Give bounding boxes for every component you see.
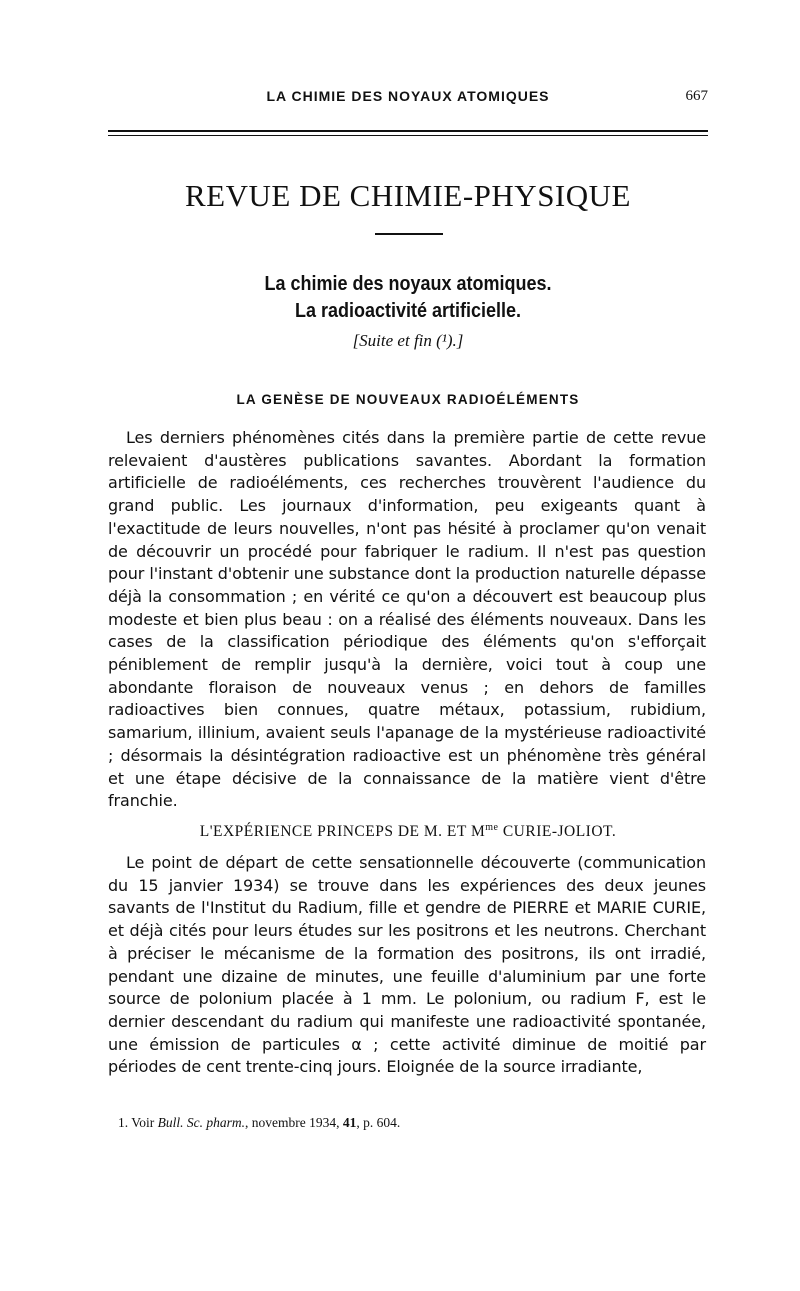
footnote: [118, 1115, 708, 1131]
paragraph-1: Les derniers phénomènes cités dans la première partie de cette revue relevaient d'austères publications savantes. Abordant la formation artificielle de radioéléments, ces recherches trouvèrent l'audience du grand public. Les journaux d'information, peu exigeants quant à l'exactitude de leurs nouvelles, n'ont pas hésité à proclamer qu'on venait de découvrir un procédé pour fabriquer le radium. Il n'est pas question pour l'instant d'obtenir une substance dont la production naturelle dépasse déjà la consommation ; en vérité ce qu'on a découvert est beaucoup plus modeste et bien plus beau : on a réalisé des éléments nouveaux. Dans les cases de la classification périodique des éléments qu'on s'efforçait péniblement de remplir jusqu'à la dernière, voici tout à coup une abondante floraison de nouveaux venus ; en dehors de familles radioactives bien connues, quatre métaux, potassium, rubidium, samarium, illinium, avaient seuls l'apanage de la mystérieuse radioactivité ; désormais la désintégration radioactive est un phénomène très général et une étape décisive de la connaissance de la matière vient d'être franchie.: [108, 428, 706, 811]
footnote-journal: Bull. Sc. pharm.: [157, 1115, 246, 1130]
journal-title: REVUE DE CHIMIE-PHYSIQUE: [185, 178, 631, 213]
article-title-line-1: La chimie des noyaux atomiques.: [264, 273, 552, 295]
article-title: [138, 271, 678, 325]
paragraph-2: Le point de départ de cette sensationnelle découverte (communication du 15 janvier 1934) se trouve dans les expériences des deux jeunes savants de l'Institut du Radium, fille et gendre de PIERRE et MARIE CURIE, et déjà cités pour leurs études sur les positrons et les neutrons. Cherchant à préciser le mécanisme de la formation des positrons, ils ont irradié, pendant une dizaine de minutes, une feuille d'aluminium par une forte source de polonium placée à 1 mm. Le polonium, ou radium F, est le dernier descendant du radium qui manifeste une radioactivité spontanée, une émission de particules α ; cette activité diminue de moitié par périodes de cent trente-cinq jours. Eloignée de la source irradiante,: [108, 853, 706, 1077]
page-number: 667: [685, 88, 708, 104]
sub-heading-prefix: L'EXPÉRIENCE PRINCEPS DE M. ET M: [199, 823, 486, 841]
article-title-line-2: La radioactivité artificielle.: [294, 300, 522, 322]
footnote-number: 1.: [118, 1115, 129, 1130]
title-divider: [375, 233, 443, 235]
footnote-volume: 41: [342, 1115, 357, 1130]
footnote-date: , novembre 1934,: [245, 1115, 340, 1130]
sub-heading-suffix: CURIE-JOLIOT.: [498, 823, 617, 841]
header-rule-thick: [108, 130, 708, 132]
sub-heading: [108, 822, 708, 841]
article-continuation-note: [Suite et fin (¹).]: [352, 331, 464, 350]
footnote-page: , p. 604.: [356, 1115, 401, 1130]
sub-heading-sup: me: [485, 822, 499, 833]
section-heading: LA GENÈSE DE NOUVEAUX RADIOÉLÉMENTS: [236, 392, 580, 407]
running-header: [108, 88, 708, 110]
footnote-voir: Voir: [131, 1115, 155, 1130]
running-title: LA CHIMIE DES NOYAUX ATOMIQUES: [266, 88, 550, 104]
header-rule-thin: [108, 135, 708, 136]
